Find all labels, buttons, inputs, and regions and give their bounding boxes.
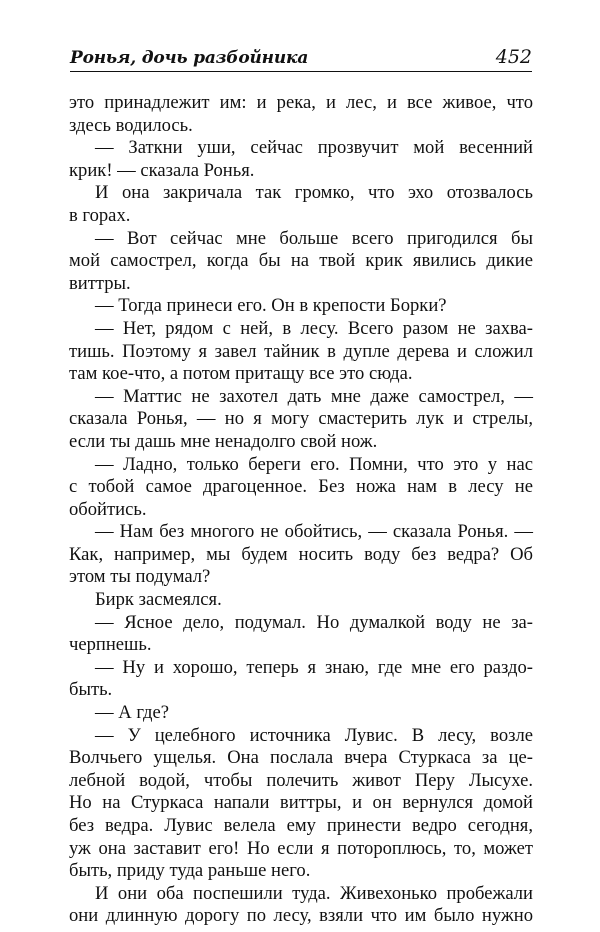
page-number: 452 — [495, 46, 532, 68]
header-rule — [70, 71, 532, 72]
paragraph — [69, 386, 533, 454]
text-line: без ведра. Лувис велела ему принести ведро сегодня, — [69, 815, 533, 836]
paragraph — [69, 295, 533, 318]
paragraph — [69, 883, 533, 928]
text-line: этом ты подумал? — [69, 566, 211, 588]
paragraph — [69, 454, 533, 522]
text-line: — Маттис не захотел дать мне даже самострел, — — [95, 385, 533, 407]
body-text — [69, 92, 533, 928]
paragraph — [69, 228, 533, 296]
text-line: мой самострел, когда бы на твой крик явились дикие — [69, 250, 533, 272]
text-line: крик! — сказала Ронья. — [69, 159, 255, 181]
paragraph — [69, 589, 533, 612]
text-line: виттры. — [69, 272, 131, 294]
text-line: — Ну и хорошо, теперь я знаю, где мне его раздо- — [95, 656, 533, 678]
text-line: здесь водилось. — [69, 114, 193, 136]
book-title: Ронья, дочь разбойника — [70, 48, 309, 68]
text-line: Как, например, мы будем носить воду без ведра? Об — [69, 543, 533, 565]
text-line: они длинную дорогу по лесу, взяли что им было нужно — [69, 905, 533, 927]
running-head — [70, 44, 532, 74]
text-line: — У целебного источника Лувис. В лесу, возле — [95, 724, 533, 746]
text-line: быть. — [69, 679, 113, 701]
text-line: тишь. Поэтому я завел тайник в дупле дерева и сложил — [69, 340, 533, 362]
text-line: обойтись. — [69, 498, 147, 520]
text-line: — Вот сейчас мне больше всего пригодился бы — [95, 227, 533, 249]
text-line: быть, приду туда раньше него. — [69, 860, 311, 882]
paragraph — [69, 702, 533, 725]
text-line: Волчьего ущелья. Она послала вчера Стуркаса за це- — [69, 747, 533, 769]
text-line: — Заткни уши, сейчас прозвучит мой весенний — [95, 137, 533, 159]
text-line: черпнешь. — [69, 634, 152, 656]
text-line: И она закричала так громко, что эхо отозвалось — [95, 182, 533, 204]
paragraph — [69, 725, 533, 883]
paragraph — [69, 318, 533, 386]
text-line: если ты дашь мне ненадолго свой нож. — [69, 430, 378, 452]
paragraph — [69, 521, 533, 589]
text-line: с тобой самое драгоценное. Без ножа нам в лесу не — [69, 476, 533, 498]
text-line: — Ладно, только береги его. Помни, что это у нас — [95, 453, 533, 475]
paragraph — [69, 92, 533, 137]
text-line: лебной водой, чтобы полечить живот Перу Лысухе. — [69, 769, 533, 791]
text-line: — Ясное дело, подумал. Но думалкой воду не за- — [95, 611, 533, 633]
text-line: там кое-что, а потом притащу все это сюда. — [69, 363, 413, 385]
text-line: — Тогда принеси его. Он в крепости Борки? — [95, 295, 447, 317]
paragraph — [69, 657, 533, 702]
text-line: это принадлежит им: и река, и лес, и все живое, что — [69, 92, 533, 113]
text-line: Бирк засмеялся. — [95, 589, 222, 611]
text-line: — Нам без многого не обойтись, — сказала Ронья. — — [95, 521, 533, 543]
text-line: уж она заставит его! Но если я потороплюсь, то, может — [69, 837, 533, 859]
text-line: в горах. — [69, 204, 131, 226]
text-line: — А где? — [95, 702, 169, 724]
text-line: Но на Стуркаса напали виттры, и он вернулся домой — [69, 792, 533, 814]
text-line: — Нет, рядом с ней, в лесу. Всего разом не захва- — [95, 317, 533, 339]
text-line: И они оба поспешили туда. Живехонько пробежали — [95, 882, 533, 904]
paragraph — [69, 612, 533, 657]
paragraph — [69, 182, 533, 227]
paragraph — [69, 137, 533, 182]
text-line: сказала Ронья, — но я могу смастерить лук и стрелы, — [69, 408, 533, 430]
